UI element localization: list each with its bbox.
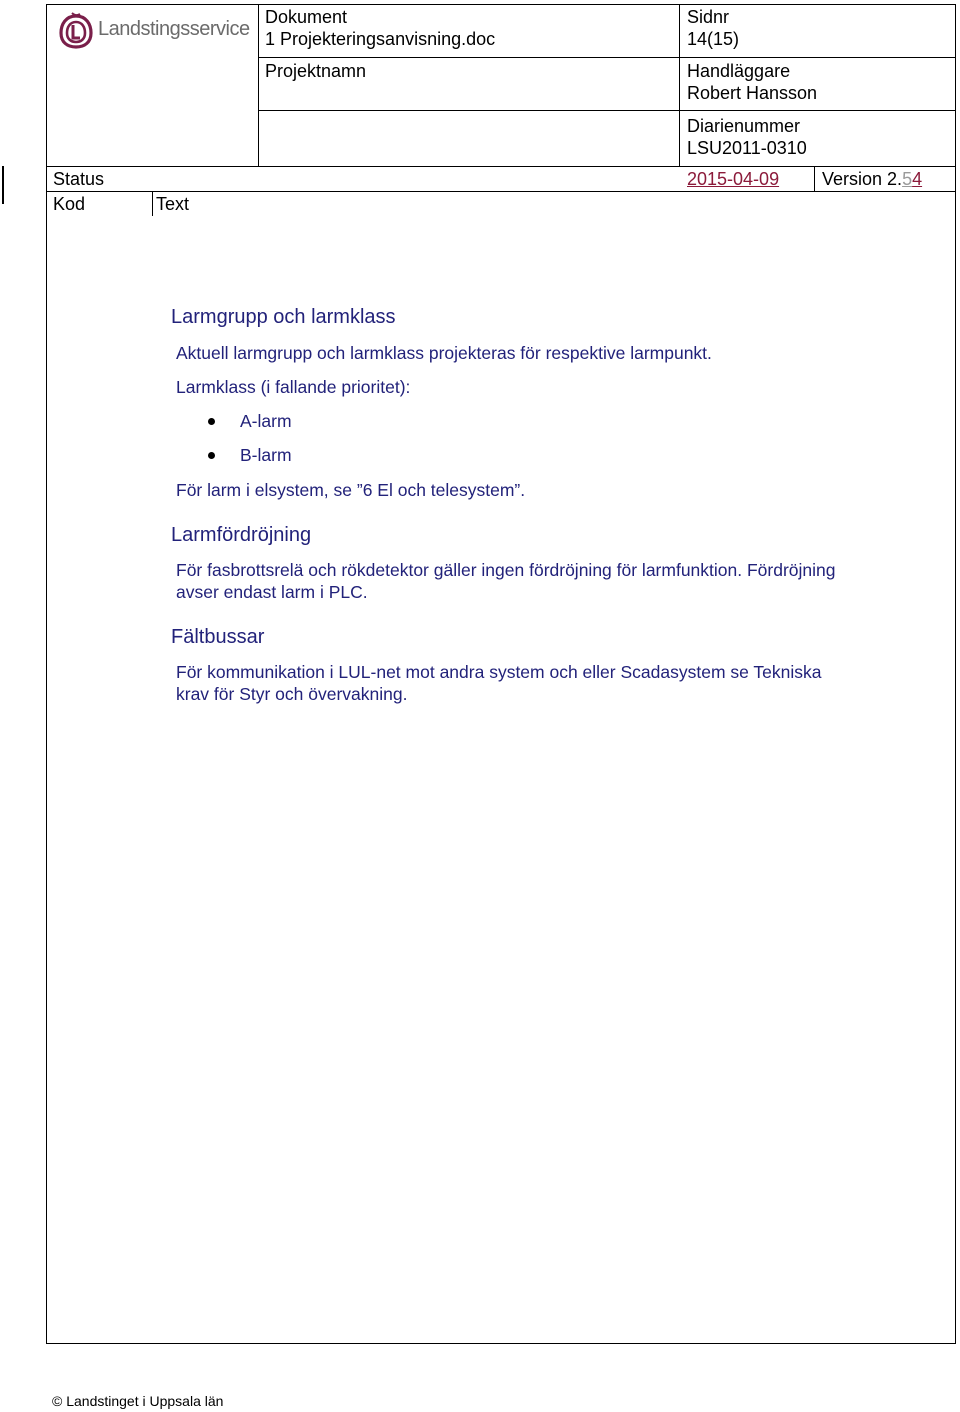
status-label: Status [53, 169, 105, 189]
logo [58, 12, 248, 50]
paragraph: Larmklass (i fallande prioritet): [176, 377, 411, 397]
bullet-icon [208, 418, 215, 425]
header-divider [152, 191, 153, 216]
sidnr-value: 14(15) [687, 29, 740, 49]
paragraph: För kommunikation i LUL-net mot andra system och eller Scadasystem se Tekniska [176, 662, 822, 682]
header-divider [258, 110, 956, 111]
header-divider [46, 191, 956, 192]
logo-text: Landstingsservice [98, 18, 250, 40]
header-divider [814, 166, 815, 191]
header-divider [679, 4, 680, 166]
copyright-icon: © [52, 1393, 63, 1409]
header-divider [46, 166, 956, 167]
version-new: 4 [912, 169, 923, 189]
section-heading-larmgrupp: Larmgrupp och larmklass [171, 306, 396, 328]
handlaggare-label: Handläggare [687, 61, 791, 81]
paragraph: avser endast larm i PLC. [176, 582, 368, 602]
kod-label: Kod [53, 194, 86, 214]
paragraph: För larm i elsystem, se ”6 El och telesystem”. [176, 480, 526, 500]
dokument-value: 1 Projekteringsanvisning.doc [265, 29, 496, 49]
diarienummer-value: LSU2011-0310 [687, 138, 807, 158]
list-item: B-larm [240, 445, 292, 465]
projektnamn-label: Projektnamn [265, 61, 367, 81]
sidnr-label: Sidnr [687, 7, 730, 27]
diarienummer-label: Diarienummer [687, 116, 801, 136]
text-label: Text [156, 194, 190, 214]
version [822, 168, 922, 190]
version-prefix: Version 2. [822, 169, 903, 189]
section-heading-faltbussar: Fältbussar [171, 626, 265, 648]
footer [52, 1393, 223, 1409]
document-date: 2015-04-09 [687, 169, 780, 189]
version-old: 5 [902, 169, 913, 189]
header-divider [258, 57, 956, 58]
handlaggare-value: Robert Hansson [687, 83, 818, 103]
logo-icon [58, 12, 94, 50]
dokument-label: Dokument [265, 7, 348, 27]
paragraph: krav för Styr och övervakning. [176, 684, 408, 704]
bullet-icon [208, 452, 215, 459]
section-heading-larmfordrojning: Larmfördröjning [171, 524, 312, 546]
paragraph: Aktuell larmgrupp och larmklass projekteras för respektive larmpunkt. [176, 343, 712, 363]
header-divider [258, 4, 259, 166]
list-item: A-larm [240, 411, 292, 431]
paragraph: För fasbrottsrelä och rökdetektor gäller ingen fördröjning för larmfunktion. Fördröjning [176, 560, 836, 580]
footer-text: Landstinget i Uppsala län [66, 1393, 224, 1409]
change-bar [2, 166, 4, 204]
